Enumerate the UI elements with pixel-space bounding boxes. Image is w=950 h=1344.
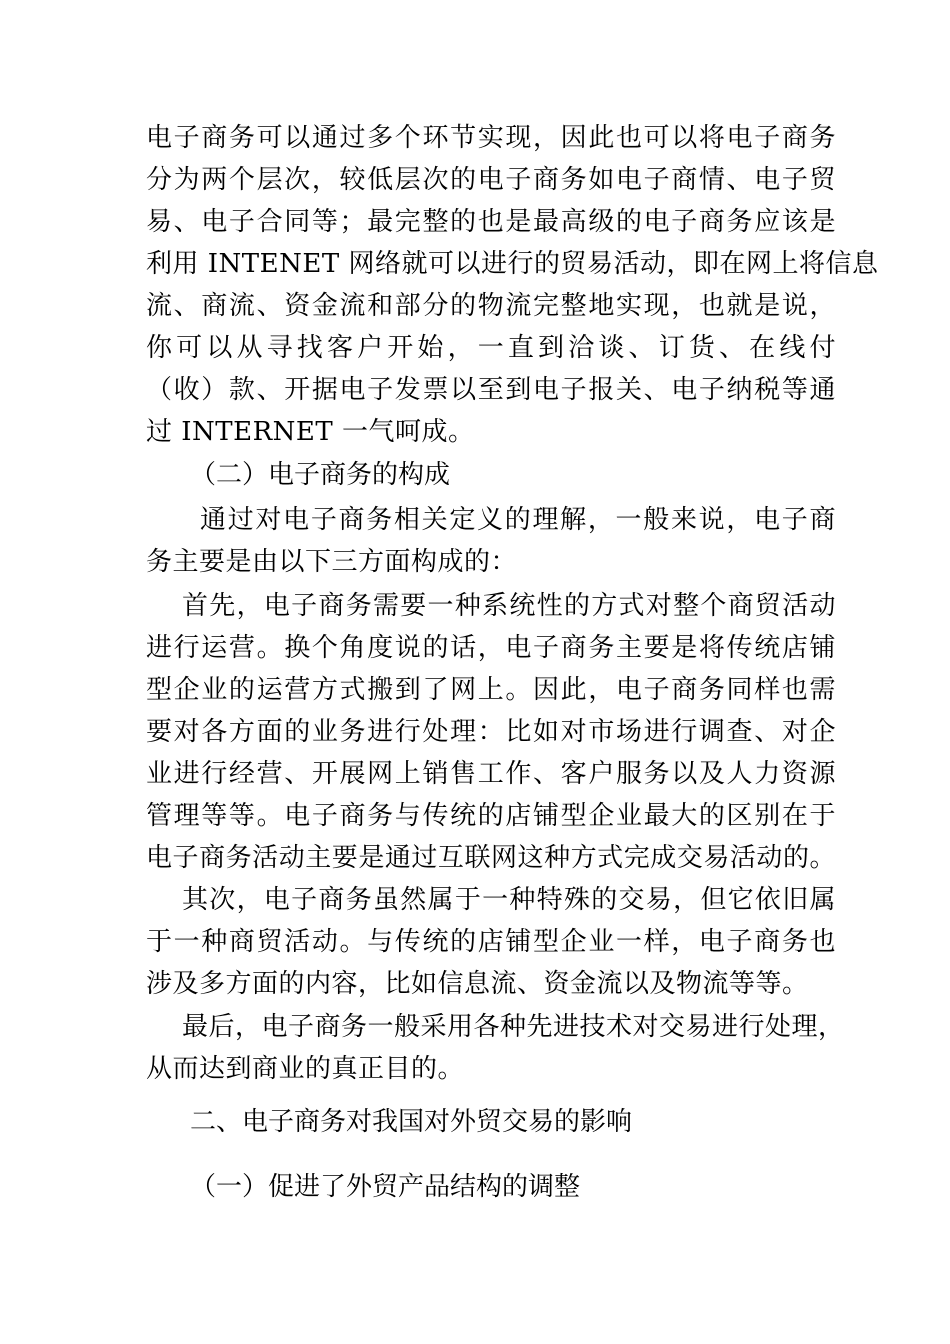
- text-line: 通过对电子商务相关定义的理解，一般来说，电子商: [200, 505, 836, 535]
- text-line: 业进行经营、开展网上销售工作、客户服务以及人力资源: [146, 759, 836, 789]
- section-heading: 二、电子商务对我国对外贸交易的影响: [190, 1107, 633, 1137]
- text-line: 于一种商贸活动。与传统的店铺型企业一样，电子商务也: [146, 927, 836, 957]
- subsection-heading: （一）促进了外贸产品结构的调整: [190, 1172, 581, 1202]
- text-line: 务主要是由以下三方面构成的：: [146, 547, 518, 577]
- paragraph-last: [146, 1006, 845, 1090]
- text-line: 分为两个层次，较低层次的电子商务如电子商情、电子贸: [146, 165, 836, 195]
- paragraph-ecommerce-levels: [146, 117, 879, 453]
- text-line: 进行运营。换个角度说的话，电子商务主要是将传统店铺: [146, 633, 836, 663]
- text-line: 最后，电子商务一般采用各种先进技术对交易进行处理，: [182, 1012, 845, 1042]
- text-line: 流、商流、资金流和部分的物流完整地实现，也就是说，: [146, 291, 836, 321]
- text-line: 利用 INTENET 网络就可以进行的贸易活动，即在网上将信息: [146, 249, 879, 279]
- text-line: 其次，电子商务虽然属于一种特殊的交易，但它依旧属: [182, 885, 836, 915]
- text-line: 电子商务可以通过多个环节实现，因此也可以将电子商务: [146, 123, 836, 153]
- subheading-composition: （二）电子商务的构成: [190, 460, 451, 490]
- text-line: 要对各方面的业务进行处理：比如对市场进行调查、对企: [146, 717, 836, 747]
- text-line: 型企业的运营方式搬到了网上。因此，电子商务同样也需: [146, 675, 836, 705]
- text-line: 你可以从寻找客户开始，一直到洽谈、订货、在线付: [146, 333, 836, 363]
- text-line: 从而达到商业的真正目的。: [146, 1054, 465, 1084]
- paragraph-first: [146, 585, 836, 879]
- text-line: 过 INTERNET 一气呵成。: [146, 417, 475, 447]
- text-line: 涉及多方面的内容，比如信息流、资金流以及物流等等。: [146, 969, 809, 999]
- text-line: 首先，电子商务需要一种系统性的方式对整个商贸活动: [182, 591, 836, 621]
- text-line: 电子商务活动主要是通过互联网这种方式完成交易活动的。: [146, 843, 836, 873]
- text-line: 管理等等。电子商务与传统的店铺型企业最大的区别在于: [146, 801, 836, 831]
- paragraph-second: [146, 879, 836, 1005]
- paragraph-composition-intro: [146, 499, 836, 583]
- text-line: （收）款、开据电子发票以至到电子报关、电子纳税等通: [146, 375, 836, 405]
- text-line: 易、电子合同等；最完整的也是最高级的电子商务应该是: [146, 207, 836, 237]
